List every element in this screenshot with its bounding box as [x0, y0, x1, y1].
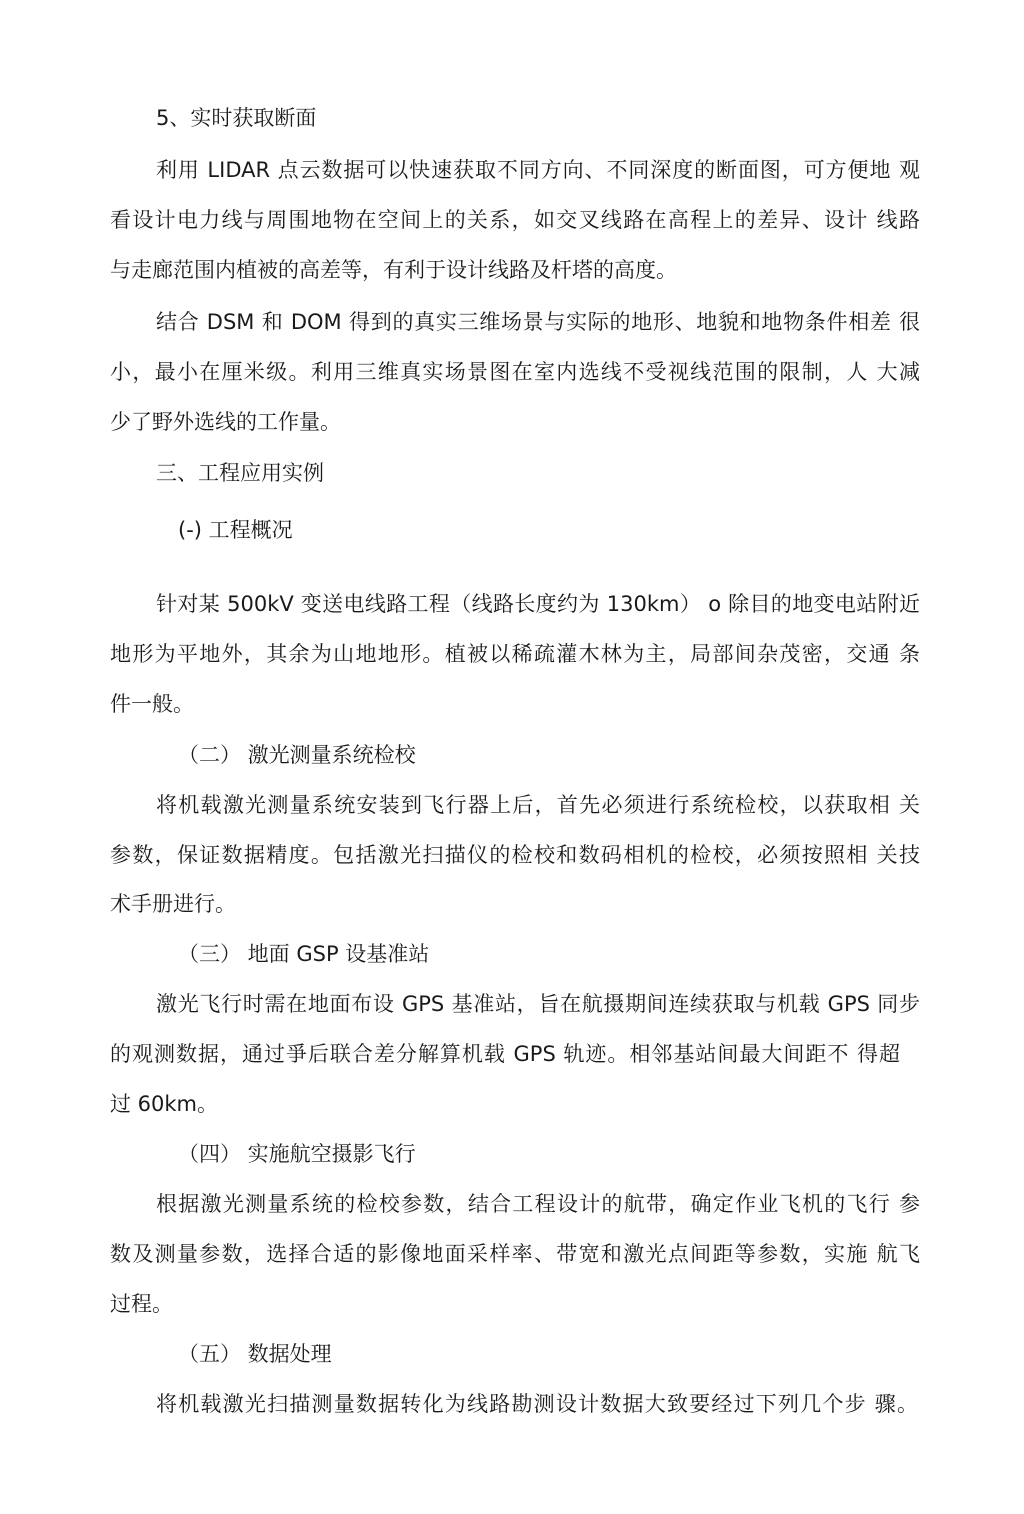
paragraph-line: 结合 DSM 和 DOM 得到的真实三维场景与实际的地形、地貌和地物条件相差 很	[156, 310, 920, 334]
heading-realtime-section: 5、实时获取断面	[156, 106, 317, 130]
paragraph-line: 数及测量参数，选择合适的影像地面采样率、带宽和激光点间距等参数，实施 航飞	[110, 1242, 920, 1266]
paragraph-line: 与走廊范围内植被的高差等，有利于设计线路及杆塔的高度。	[110, 258, 677, 282]
paragraph-line: 激光飞行时需在地面布设 GPS 基准站，旨在航摄期间连续获取与机载 GPS 同步	[156, 992, 920, 1016]
heading-ground-station: （三） 地面 GSP 设基准站	[178, 942, 430, 966]
paragraph-line: 过程。	[110, 1292, 173, 1316]
paragraph-line: 参数，保证数据精度。包括激光扫描仪的检校和数码相机的检校，必须按照相 关技	[110, 843, 920, 867]
paragraph-line: 少了野外选线的工作量。	[110, 410, 341, 434]
paragraph-line: 地形为平地外，其余为山地地形。植被以稀疏灌木林为主，局部间杂茂密，交通 条	[110, 642, 920, 666]
heading-data-processing: （五） 数据处理	[178, 1342, 332, 1366]
heading-engineering-example: 三、工程应用实例	[156, 461, 324, 485]
heading-laser-calibration: （二） 激光测量系统检校	[178, 743, 416, 767]
paragraph-line: 件一般。	[110, 692, 194, 716]
paragraph-line: 小，最小在厘米级。利用三维真实场景图在室内选线不受视线范围的限制，人 大减	[110, 360, 920, 384]
paragraph-line: 针对某 500kV 变送电线路工程（线路长度约为 130km） o 除目的地变电站附近	[156, 592, 920, 616]
paragraph-line: 术手册进行。	[110, 892, 236, 916]
paragraph-line: 看设计电力线与周围地物在空间上的关系，如交叉线路在高程上的差异、设计 线路	[110, 208, 920, 232]
paragraph-line: 利用 LIDAR 点云数据可以快速获取不同方向、不同深度的断面图，可方便地 观	[156, 158, 920, 182]
paragraph-line: 将机载激光测量系统安装到飞行器上后，首先必须进行系统检校，以获取相 关	[156, 793, 920, 817]
paragraph-line: 过 60km。	[110, 1092, 219, 1116]
paragraph-line: 根据激光测量系统的检校参数，结合工程设计的航带，确定作业飞机的飞行 参	[156, 1192, 920, 1216]
heading-project-overview: (-) 工程概况	[178, 518, 293, 542]
heading-aerial-flight: （四） 实施航空摄影飞行	[178, 1142, 416, 1166]
paragraph-line: 将机载激光扫描测量数据转化为线路勘测设计数据大致要经过下列几个步 骤。	[156, 1392, 918, 1416]
paragraph-line: 的观测数据，通过爭后联合差分解算机载 GPS 轨迹。相邻基站间最大间距不 得超	[110, 1042, 900, 1066]
